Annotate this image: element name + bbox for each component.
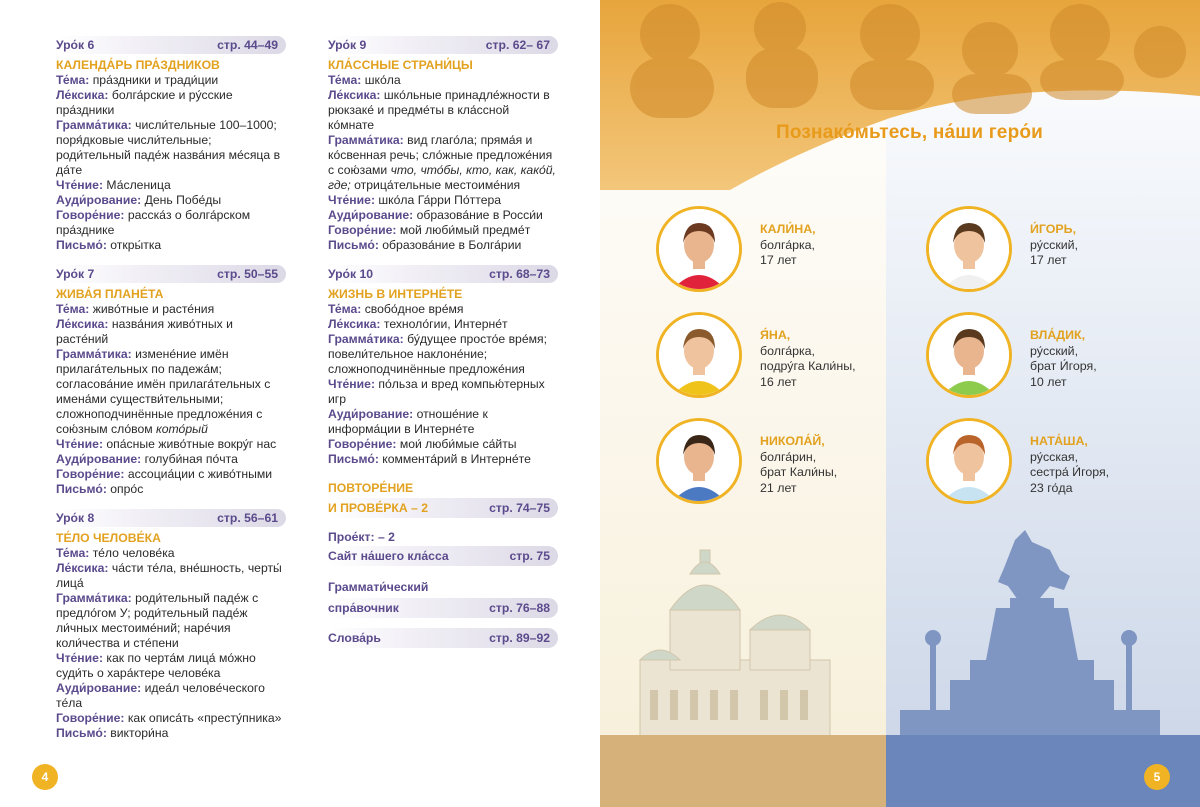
- line-key: Грамма́тика:: [328, 332, 404, 346]
- grammar-title: Граммати́ческий: [328, 580, 429, 594]
- lesson-block: [56, 36, 286, 253]
- line-value: опро́с: [106, 482, 144, 496]
- line-key: Чте́ние:: [328, 193, 376, 207]
- lesson-block: [328, 36, 558, 253]
- review-row[interactable]: [328, 498, 558, 518]
- line-key: Ле́ксика:: [328, 88, 381, 102]
- review-subtitle: И ПРОВЕ́РКА – 2: [328, 501, 428, 515]
- lesson-line: [56, 681, 286, 711]
- line-value: бу́дущее просто́е вре́мя; повели́тельное наклоне́ние; сложноподчинённые предложе́ния: [328, 332, 547, 376]
- heroes-page: [600, 0, 1200, 807]
- line-value: мои́ люби́мые са́йты: [396, 437, 517, 451]
- line-value: вид глаго́ла; пряма́я и ко́свенная речь; сло́жные предложе́ния с сою́зами: [328, 133, 553, 177]
- hero-name: НИКОЛА́Й,: [760, 434, 825, 448]
- line-value: образова́ние в Росси́и: [413, 208, 543, 222]
- lesson-header[interactable]: [328, 265, 558, 283]
- line-value: голуби́ная по́чта: [141, 452, 238, 466]
- lesson-line: [56, 317, 286, 347]
- line-value: образова́ние в Болга́рии: [378, 238, 522, 252]
- line-value: измене́ние имён прилага́тельных по падежа́м; согласова́ние имён прилага́тельных с имена́ми существи́тельными; сложноподчинённые предложе́ния с сою́зным сло́вом: [56, 347, 271, 436]
- hero-info: [760, 434, 900, 496]
- lesson-line: [328, 407, 558, 437]
- lesson-line: [328, 133, 558, 193]
- line-key: Те́ма:: [328, 73, 362, 87]
- line-value: болга́рские и ру́сские пра́здники: [56, 88, 233, 117]
- lesson-line: [328, 223, 558, 238]
- line-key: Те́ма:: [56, 546, 90, 560]
- lesson-line: [56, 88, 286, 118]
- line-value: откры́тка: [106, 238, 162, 252]
- line-value: назва́ния живо́тных и расте́ний: [56, 317, 233, 346]
- line-key: Письмо́:: [56, 238, 107, 252]
- line-value: по́льза и вред компью́терных игр: [328, 377, 545, 406]
- line-key: Грамма́тика:: [56, 118, 132, 132]
- hero-name: ВЛА́ДИК,: [1030, 328, 1086, 342]
- lesson-line: [56, 482, 286, 497]
- ground-left: [600, 735, 886, 807]
- line-value: Ма́сленица: [103, 178, 171, 192]
- line-value: отноше́ние к информа́ции в Интерне́те: [328, 407, 488, 436]
- lesson-line: [328, 317, 558, 332]
- lesson-line: [328, 377, 558, 407]
- line-value: как описа́ть «престу́пника»: [124, 711, 282, 725]
- hero-name: И́ГОРЬ,: [1030, 222, 1077, 236]
- grammar-subtitle: спра́вочник: [328, 601, 399, 615]
- hero-portrait: [656, 418, 742, 504]
- lesson-line: [56, 546, 286, 561]
- hero-age: 16 лет: [760, 374, 797, 389]
- line-key: Ауди́рование:: [328, 407, 414, 421]
- hero-name: НАТА́ША,: [1030, 434, 1088, 448]
- page-number-left: 4: [32, 764, 58, 790]
- lesson-title: Уро́к 8: [56, 511, 95, 525]
- line-value: как по черта́м лица́ мо́жно суди́ть о хара́ктере челове́ка: [56, 651, 256, 680]
- hero-detail: подру́га Кали́ны,: [760, 359, 856, 374]
- lesson-line: [328, 332, 558, 377]
- line-key: Ле́ксика:: [56, 88, 109, 102]
- hero-detail: 17 лет: [760, 253, 797, 268]
- line-key: Чте́ние:: [56, 437, 104, 451]
- lesson-title: Уро́к 10: [328, 267, 374, 281]
- hero-portrait: [656, 312, 742, 398]
- hero-info: [760, 222, 900, 269]
- line-key: Ле́ксика:: [56, 317, 109, 331]
- line-key: Письмо́:: [328, 452, 379, 466]
- line-key: Ауди́рование:: [56, 681, 142, 695]
- lesson-line: [56, 591, 286, 651]
- line-value: числи́тельные 100–1000; поря́дковые числи́тельные; роди́тельный паде́ж назва́ния ме́сяца в да́те: [56, 118, 281, 177]
- dictionary-row[interactable]: [328, 628, 558, 648]
- hero-info: [1030, 434, 1170, 496]
- page-number-right: 5: [1144, 764, 1170, 790]
- hero-portrait: [656, 206, 742, 292]
- line-emphasis: кото́рый: [156, 422, 208, 436]
- hero-portrait: [926, 418, 1012, 504]
- line-key: Ле́ксика:: [56, 561, 109, 575]
- line-value: роди́тельный паде́ж с предло́гом У; роди́тельный паде́ж ли́чных местоиме́ний; наре́чия коли́чества и сте́пени: [56, 591, 259, 650]
- lesson-line: [328, 302, 558, 317]
- lesson-header[interactable]: [328, 36, 558, 54]
- lesson-block: [56, 509, 286, 741]
- toc-column-2: [328, 36, 558, 648]
- lesson-topic: ЖИЗНЬ В ИНТЕРНЕ́ТЕ: [328, 287, 463, 301]
- lesson-line: [328, 88, 558, 133]
- monument-illustration: [900, 520, 1160, 740]
- project-row[interactable]: [328, 546, 558, 566]
- line-key: Грамма́тика:: [328, 133, 404, 147]
- lesson-line: [328, 73, 558, 88]
- students-photo-banner: [600, 0, 1200, 190]
- hero-info: [1030, 222, 1170, 269]
- lesson-line: [56, 238, 286, 253]
- line-key: Грамма́тика:: [56, 591, 132, 605]
- hero-portrait: [926, 312, 1012, 398]
- line-key: Чте́ние:: [328, 377, 376, 391]
- lesson-block: [56, 265, 286, 497]
- line-value-end: отрица́тельные местоиме́ния: [350, 178, 521, 192]
- line-key: Говоре́ние:: [328, 223, 397, 237]
- hero-name: Я́НА,: [760, 328, 791, 342]
- line-key: Ауди́рование:: [328, 208, 414, 222]
- lesson-line: [328, 238, 558, 253]
- hero-nationality: ру́сская,: [1030, 449, 1079, 464]
- line-key: Говоре́ние:: [56, 467, 125, 481]
- line-value: шко́ла: [361, 73, 401, 87]
- lesson-line: [56, 178, 286, 193]
- hero-age: 21 лет: [760, 480, 797, 495]
- lesson-title: Уро́к 6: [56, 38, 95, 52]
- line-key: Чте́ние:: [56, 651, 104, 665]
- dictionary-label: Слова́рь: [328, 631, 381, 645]
- dictionary-pages: стр. 89–92: [489, 631, 550, 645]
- hero-age: 23 го́да: [1030, 480, 1073, 495]
- cathedral-illustration: [630, 540, 840, 740]
- line-key: Говоре́ние:: [56, 208, 125, 222]
- lesson-line: [328, 452, 558, 467]
- line-value: живо́тные и расте́ния: [89, 302, 215, 316]
- line-value: шко́ла Га́рри По́ттера: [375, 193, 502, 207]
- line-key: Говоре́ние:: [328, 437, 397, 451]
- line-key: Чте́ние:: [56, 178, 104, 192]
- line-key: Те́ма:: [56, 302, 90, 316]
- lesson-line: [56, 347, 286, 437]
- line-key: Говоре́ние:: [56, 711, 125, 725]
- lesson-line: [56, 437, 286, 452]
- line-key: Письмо́:: [328, 238, 379, 252]
- hero-name: КАЛИ́НА,: [760, 222, 816, 236]
- line-emphasis: что, что́бы, кто, как, како́й, где;: [328, 163, 556, 192]
- project-subtitle: Сайт на́шего кла́сса: [328, 549, 449, 563]
- hero-nationality: ру́сский,: [1030, 237, 1079, 252]
- line-value: техноло́гии, Интерне́т: [380, 317, 508, 331]
- line-value: идеа́л челове́ческого те́ла: [56, 681, 265, 710]
- lesson-line: [56, 73, 286, 88]
- lesson-pages: стр. 44–49: [217, 38, 278, 52]
- lesson-block: [328, 265, 558, 467]
- line-key: Ауди́рование:: [56, 193, 142, 207]
- line-value: мой люби́мый предме́т: [396, 223, 531, 237]
- lesson-pages: стр. 56–61: [217, 511, 278, 525]
- line-key: Ауди́рование:: [56, 452, 142, 466]
- line-value: ча́сти те́ла, вне́шность, черты́ лица́: [56, 561, 282, 590]
- lesson-line: [56, 711, 286, 726]
- lesson-line: [56, 193, 286, 208]
- hero-detail: брат И́горя,: [1030, 359, 1097, 374]
- lesson-line: [56, 118, 286, 178]
- lesson-line: [328, 208, 558, 223]
- hero-detail: сестра́ И́горя,: [1030, 465, 1110, 480]
- line-value: пра́здники и тради́ции: [89, 73, 219, 87]
- hero-nationality: болга́рка,: [760, 237, 816, 252]
- lesson-header[interactable]: [56, 36, 286, 54]
- hero-detail: брат Кали́ны,: [760, 465, 838, 480]
- line-key: Ле́ксика:: [328, 317, 381, 331]
- toc-column-1: [56, 36, 286, 753]
- hero-info: [1030, 328, 1170, 390]
- grammar-row[interactable]: [328, 598, 558, 618]
- lesson-header[interactable]: [56, 509, 286, 527]
- lesson-line: [56, 452, 286, 467]
- lesson-title: Уро́к 9: [328, 38, 367, 52]
- line-value: свобо́дное вре́мя: [361, 302, 464, 316]
- hero-nationality: болга́рин,: [760, 449, 817, 464]
- lesson-line: [56, 208, 286, 238]
- line-key: Письмо́:: [56, 726, 107, 740]
- project-title: Прое́кт: – 2: [328, 530, 395, 544]
- lesson-line: [56, 651, 286, 681]
- project-pages: стр. 75: [509, 549, 550, 563]
- hero-detail: 17 лет: [1030, 253, 1067, 268]
- line-key: Те́ма:: [328, 302, 362, 316]
- line-key: Письмо́:: [56, 482, 107, 496]
- line-value: коммента́рий в Интерне́те: [378, 452, 531, 466]
- lesson-title: Уро́к 7: [56, 267, 95, 281]
- lesson-topic: КАЛЕНДА́РЬ ПРА́ЗДНИКОВ: [56, 58, 220, 72]
- line-value: расска́з о болга́рском пра́зднике: [56, 208, 251, 237]
- lesson-line: [56, 726, 286, 741]
- lesson-topic: ТЕ́ЛО ЧЕЛОВЕ́КА: [56, 531, 161, 545]
- lesson-line: [56, 467, 286, 482]
- line-value: ассоциа́ции с живо́тными: [124, 467, 273, 481]
- lesson-topic: КЛА́ССНЫЕ СТРАНИ́ЦЫ: [328, 58, 473, 72]
- hero-age: 10 лет: [1030, 374, 1067, 389]
- lesson-pages: стр. 50–55: [217, 267, 278, 281]
- hero-portrait: [926, 206, 1012, 292]
- heroes-heading: Познако́мьтесь, на́ши геро́и: [776, 122, 1044, 143]
- lesson-line: [56, 302, 286, 317]
- lesson-pages: стр. 68–73: [489, 267, 550, 281]
- review-pages: стр. 74–75: [489, 501, 550, 515]
- lesson-line: [56, 561, 286, 591]
- lesson-topic: ЖИВА́Я ПЛАНЕ́ТА: [56, 287, 164, 301]
- line-value: День Побе́ды: [141, 193, 222, 207]
- line-key: Те́ма:: [56, 73, 90, 87]
- line-value: те́ло челове́ка: [89, 546, 175, 560]
- line-value: опа́сные живо́тные вокру́г нас: [103, 437, 277, 451]
- line-value: виктори́на: [106, 726, 169, 740]
- lesson-line: [328, 193, 558, 208]
- hero-info: [760, 328, 900, 390]
- review-title: ПОВТОРЕ́НИЕ: [328, 481, 414, 495]
- lesson-pages: стр. 62– 67: [485, 38, 550, 52]
- lesson-header[interactable]: [56, 265, 286, 283]
- lesson-line: [328, 437, 558, 452]
- grammar-pages: стр. 76–88: [489, 601, 550, 615]
- hero-nationality: болга́рка,: [760, 343, 816, 358]
- line-value: шко́льные принадле́жности в рюкзаке́ и предме́ты в кла́ссной ко́мнате: [328, 88, 550, 132]
- line-key: Грамма́тика:: [56, 347, 132, 361]
- hero-nationality: ру́сский,: [1030, 343, 1079, 358]
